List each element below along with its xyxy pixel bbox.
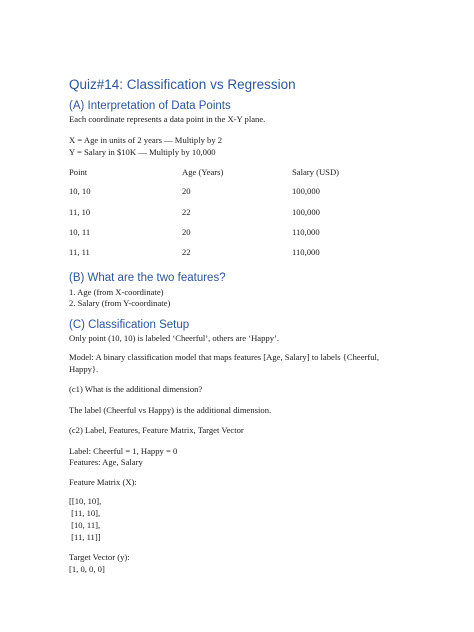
table-cell: 100,000 <box>292 186 320 196</box>
model-description: Model: A binary classification model that maps features [Age, Salary] to labels {Cheerful, Happy}. <box>69 352 380 374</box>
matrix-row: [10, 11], <box>69 520 101 530</box>
table-cell: 22 <box>182 247 191 257</box>
list-item: 1. Age (from X-coordinate) <box>69 287 164 297</box>
table-cell: 11, 11 <box>69 247 90 257</box>
table-header-cell: Salary (USD) <box>292 167 340 177</box>
answer-c1: The label (Cheerful vs Happy) is the additional dimension. <box>69 405 272 415</box>
list-item: 2. Salary (from Y-coordinate) <box>69 298 171 308</box>
section-b-heading: (B) What are the two features? <box>69 272 226 284</box>
question-c1: (c1) What is the additional dimension? <box>69 384 203 394</box>
section-c-heading: (C) Classification Setup <box>69 319 190 331</box>
page-title: Quiz#14: Classification vs Regression <box>69 77 296 92</box>
matrix-row: [11, 11]] <box>69 532 101 542</box>
table-cell: 20 <box>182 186 191 196</box>
table-cell: 10, 11 <box>69 227 91 237</box>
table-header-cell: Point <box>69 167 88 177</box>
question-c2: (c2) Label, Features, Feature Matrix, Target Vector <box>69 425 244 435</box>
table-header-cell: Age (Years) <box>182 167 224 177</box>
x-definition: X = Age in units of 2 years — Multiply by 2 <box>69 135 223 145</box>
table-cell: 10, 10 <box>69 186 91 196</box>
matrix-row: [[10, 10], <box>69 496 102 506</box>
y-definition: Y = Salary in $10K — Multiply by 10,000 <box>69 147 216 157</box>
table-cell: 110,000 <box>292 227 320 237</box>
table-cell: 22 <box>182 207 191 217</box>
features-definition: Features: Age, Salary <box>69 457 143 467</box>
section-a-heading: (A) Interpretation of Data Points <box>69 100 231 112</box>
label-definition: Label: Cheerful = 1, Happy = 0 <box>69 446 178 456</box>
feature-matrix-label: Feature Matrix (X): <box>69 477 137 487</box>
table-cell: 11, 10 <box>69 207 91 217</box>
table-cell: 110,000 <box>292 247 320 257</box>
labeling-statement: Only point (10, 10) is labeled ‘Cheerful’, others are ‘Happy’. <box>69 333 280 343</box>
table-cell: 100,000 <box>292 207 320 217</box>
section-a-intro: Each coordinate represents a data point in the X-Y plane. <box>69 114 266 124</box>
matrix-row: [11, 10], <box>69 508 101 518</box>
table-cell: 20 <box>182 227 191 237</box>
target-vector-label: Target Vector (y): <box>69 552 130 562</box>
target-vector-value: [1, 0, 0, 0] <box>69 564 105 574</box>
